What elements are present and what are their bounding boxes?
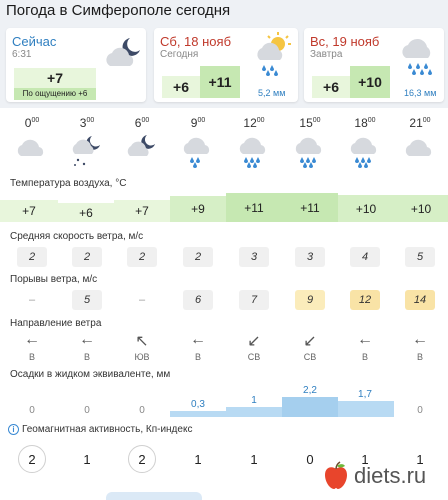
- apple-icon: [322, 461, 350, 491]
- day-card-today-sub: Сегодня: [160, 49, 199, 60]
- wind-speed-value: 2: [183, 247, 213, 267]
- wind-direction-value: ЮВ: [134, 352, 150, 362]
- now-temp: +7: [14, 68, 96, 88]
- precip-value: 0,3: [191, 399, 205, 410]
- cloud-moon-icon: [102, 36, 144, 72]
- day-card-tomorrow-date: Вс, 19 нояб: [310, 34, 380, 49]
- precip-value: 1: [251, 395, 257, 406]
- precip-value: 0: [29, 405, 35, 416]
- day-card-today-day-temp: +11: [200, 66, 240, 98]
- precip-bar: [170, 411, 226, 417]
- wind-speed-value: 3: [295, 247, 325, 267]
- wind-direction-value: В: [416, 352, 423, 362]
- geomagnetic-value: 1: [250, 451, 258, 467]
- wind-gust-value: 6: [183, 290, 213, 310]
- wind-direction-label: Направление ветра: [10, 318, 102, 329]
- wind-gust-value: 14: [405, 290, 435, 310]
- day-card-today[interactable]: [154, 28, 298, 102]
- precip-value: 2,2: [303, 385, 317, 396]
- day-card-today-precip: 5,2 мм: [258, 88, 286, 98]
- bottom-tab[interactable]: [106, 492, 202, 500]
- day-card-today-night-temp: +6: [162, 76, 200, 98]
- cloud-rain-icon: [181, 134, 215, 168]
- day-card-tomorrow-day-temp: +10: [350, 66, 390, 98]
- precip-value: 0: [417, 405, 423, 416]
- wind-arrow-icon: ←: [412, 331, 428, 348]
- wind-speed-label: Средняя скорость ветра, м/с: [10, 231, 144, 242]
- wind-gusts-label: Порывы ветра, м/с: [10, 274, 98, 285]
- wind-gust-value: 5: [72, 290, 102, 310]
- hour-label: $3^{00}$: [79, 116, 95, 130]
- wind-arrow-icon: ←: [79, 331, 95, 348]
- wind-direction-value: В: [194, 352, 201, 362]
- geomagnetic-value: 0: [306, 451, 314, 467]
- geomagnetic-value: 2: [128, 445, 156, 473]
- precip-bar: [338, 401, 394, 417]
- precip-bar: [226, 407, 282, 417]
- wind-speed-value: 2: [127, 247, 157, 267]
- cloud-rain-icon: [348, 134, 382, 168]
- temp-value: +10: [394, 195, 448, 222]
- cloud-rain-icon: [400, 34, 440, 78]
- temp-value: +7: [0, 200, 58, 222]
- wind-arrow-icon: ↙: [303, 333, 317, 350]
- watermark-logo: [322, 458, 448, 494]
- temp-value: +11: [282, 193, 338, 222]
- wind-gust-value: 12: [350, 290, 380, 310]
- wind-gust-value: 9: [295, 290, 325, 310]
- geomagnetic-value: 1: [194, 451, 202, 467]
- wind-arrow-icon: ↙: [247, 333, 261, 350]
- hour-label: $9^{00}$: [190, 116, 206, 130]
- day-card-tomorrow-sub: Завтра: [310, 49, 343, 60]
- wind-arrow-icon: ←: [24, 331, 40, 348]
- cloud-sun-rain-icon: [252, 32, 294, 76]
- geomagnetic-value: 1: [416, 451, 424, 467]
- wind-direction-value: СВ: [303, 352, 317, 362]
- cloud-icon: [403, 134, 437, 160]
- hour-label: $12^{00}$: [243, 116, 265, 130]
- precip-bar: [282, 397, 338, 417]
- watermark-text: diets.ru: [354, 463, 427, 488]
- now-feels-like: По ощущению +6: [14, 88, 96, 100]
- wind-direction-value: В: [361, 352, 368, 362]
- cloud-rain-icon: [237, 134, 271, 168]
- wind-speed-value: 2: [17, 247, 47, 267]
- day-card-tomorrow[interactable]: [304, 28, 444, 102]
- now-label: Сейчас: [12, 34, 57, 49]
- wind-arrow-icon: ←: [190, 331, 206, 348]
- wind-gust-value: 7: [239, 290, 269, 310]
- wind-arrow-icon: ←: [357, 331, 373, 348]
- cloud-rain-icon: [293, 134, 327, 168]
- temp-value: +6: [58, 203, 114, 222]
- day-card-tomorrow-precip: 16,3 мм: [404, 88, 437, 98]
- hour-label: $21^{00}$: [409, 116, 431, 130]
- wind-speed-value: 2: [72, 247, 102, 267]
- wind-direction-value: В: [83, 352, 90, 362]
- wind-speed-value: 3: [239, 247, 269, 267]
- cloud-moon-icon: [70, 134, 104, 168]
- wind-direction-value: В: [28, 352, 35, 362]
- wind-speed-value: 5: [405, 247, 435, 267]
- geomagnetic-label: Геомагнитная активность, Кп-индекс: [22, 424, 193, 435]
- day-card-tomorrow-night-temp: +6: [312, 76, 350, 98]
- temp-value: +7: [114, 200, 170, 222]
- cloud-moon-icon: [125, 134, 159, 160]
- precip-value: 0: [139, 405, 145, 416]
- wind-direction-value: СВ: [247, 352, 261, 362]
- wind-gust-value: –: [138, 294, 146, 306]
- geomagnetic-value: 1: [83, 451, 91, 467]
- geomagnetic-value: 1: [361, 451, 369, 467]
- wind-arrow-icon: ↖: [135, 333, 149, 350]
- hour-label: $0^{00}$: [24, 116, 40, 130]
- now-card[interactable]: [6, 28, 146, 102]
- temp-value: +11: [226, 193, 282, 222]
- info-icon[interactable]: i: [8, 424, 19, 435]
- precip-value: 1,7: [358, 389, 372, 400]
- hour-label: $18^{00}$: [354, 116, 376, 130]
- wind-speed-value: 4: [350, 247, 380, 267]
- cloud-icon: [15, 134, 49, 160]
- now-time: 6:31: [12, 49, 32, 60]
- wind-gust-value: –: [28, 294, 36, 306]
- hour-label: $15^{00}$: [299, 116, 321, 130]
- geomagnetic-value: 2: [18, 445, 46, 473]
- precipitation-label: Осадки в жидком эквиваленте, мм: [10, 369, 171, 380]
- hour-label: $6^{00}$: [134, 116, 150, 130]
- day-card-today-date: Сб, 18 нояб: [160, 34, 232, 49]
- precip-value: 0: [84, 405, 90, 416]
- page-title: Погода в Симферополе сегодня: [6, 2, 231, 19]
- temperature-label: Температура воздуха, °С: [10, 178, 127, 189]
- bottom-tab[interactable]: [6, 492, 96, 500]
- temp-value: +9: [170, 196, 226, 222]
- temp-value: +10: [338, 195, 394, 222]
